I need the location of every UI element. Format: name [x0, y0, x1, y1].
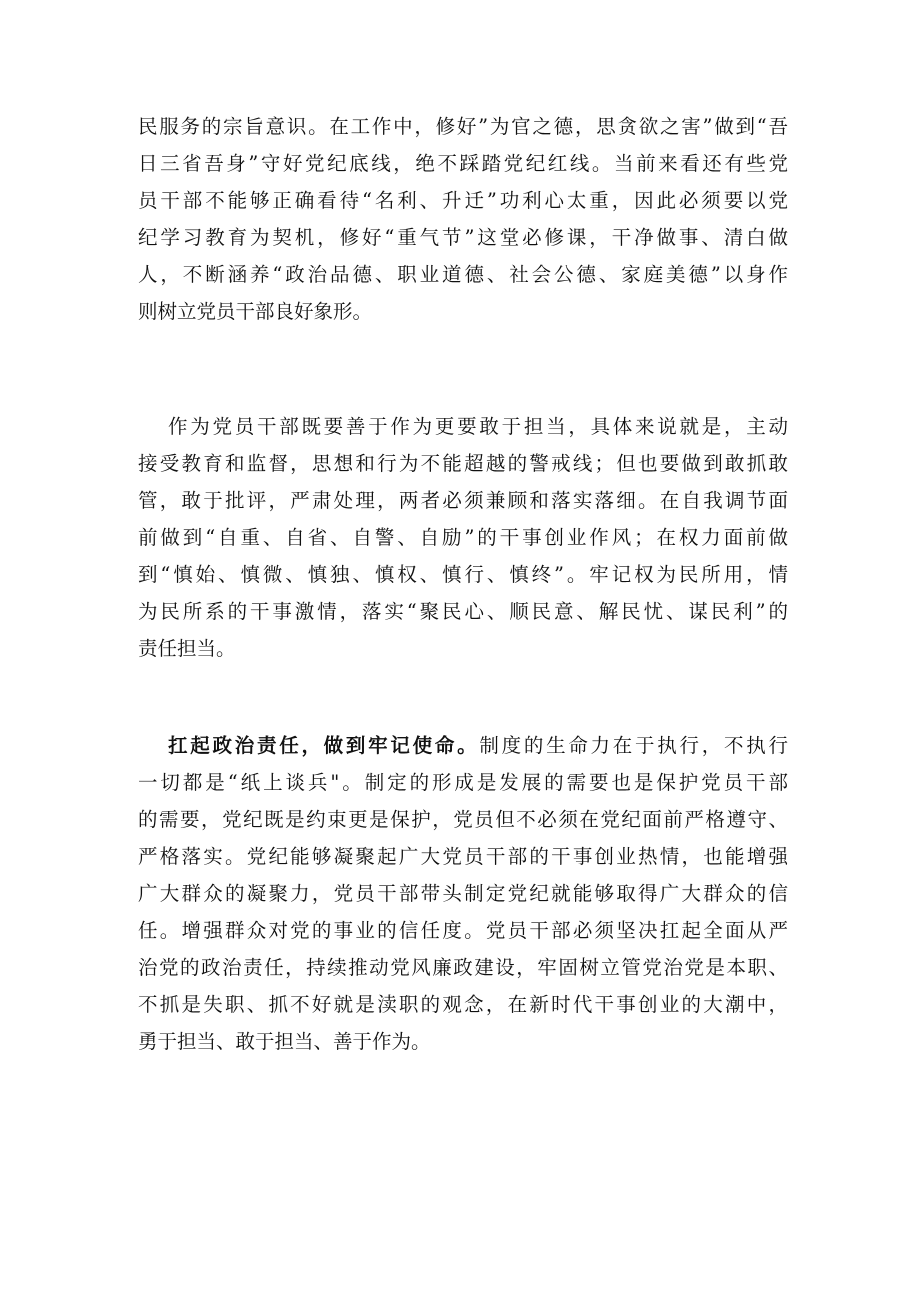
paragraph-line: 严格落实。党纪能够凝聚起广大党员干部的干事创业热情，也能增强	[138, 845, 788, 868]
paragraph-line-text: 制度的生命力在于执行，不执行	[479, 734, 788, 757]
paragraph-line: 不抓是失职、抓不好就是渎职的观念，在新时代干事创业的大潮中，	[138, 993, 788, 1016]
paragraph-line: 广大群众的凝聚力，党员干部带头制定党纪就能够取得广大群众的信	[138, 882, 788, 905]
paragraph-1	[138, 108, 788, 330]
paragraph-line: 人，不断涵养“政治品德、职业道德、社会公德、家庭美德”以身作	[138, 263, 788, 286]
paragraph-line: 一切都是“纸上谈兵"。制定的形成是发展的需要也是保护党员干部	[138, 771, 788, 794]
section-heading: 扛起政治责任，做到牢记使命。	[168, 734, 480, 757]
paragraph-line	[138, 727, 788, 764]
paragraph-line: 到“慎始、慎微、慎独、慎权、慎行、慎终”。牢记权为民所用，情	[138, 563, 788, 586]
paragraph-3	[138, 727, 788, 1060]
paragraph-line: 责任担当。	[138, 637, 236, 660]
paragraph-line: 作为党员干部既要善于作为更要敢于担当，具体来说就是，主动	[168, 415, 788, 438]
paragraph-line: 则树立党员干部良好象形。	[138, 300, 373, 323]
paragraph-line: 日三省吾身”守好党纪底线，绝不踩踏党纪红线。当前来看还有些党	[138, 152, 788, 175]
paragraph-line: 纪学习教育为契机，修好“重气节”这堂必修课，干净做事、清白做	[138, 226, 788, 249]
paragraph-line: 治党的政治责任，持续推动党风廉政建设，牢固树立管党治党是本职、	[138, 956, 788, 979]
paragraph-line: 为民所系的干事激情，落实“聚民心、顺民意、解民忧、谋民利”的	[138, 600, 788, 623]
paragraph-line: 勇于担当、敢于担当、善于作为。	[138, 1030, 431, 1053]
paragraph-line: 员干部不能够正确看待“名利、升迁”功利心太重，因此必须要以党	[138, 189, 788, 212]
paragraph-line: 任。增强群众对党的事业的信任度。党员干部必须坚决扛起全面从严	[138, 919, 788, 942]
paragraph-line: 前做到“自重、自省、自警、自励”的干事创业作风；在权力面前做	[138, 526, 788, 549]
paragraph-2	[138, 408, 788, 667]
paragraph-line: 民服务的宗旨意识。在工作中，修好”为官之德，思贪欲之害”做到“吾	[138, 115, 788, 138]
paragraph-line: 接受教育和监督，思想和行为不能超越的警戒线；但也要做到敢抓敢	[138, 452, 788, 475]
paragraph-line: 的需要，党纪既是约束更是保护，党员但不必须在党纪面前严格遵守、	[138, 808, 788, 831]
paragraph-line: 管，敢于批评，严肃处理，两者必须兼顾和落实落细。在自我调节面	[138, 489, 788, 512]
